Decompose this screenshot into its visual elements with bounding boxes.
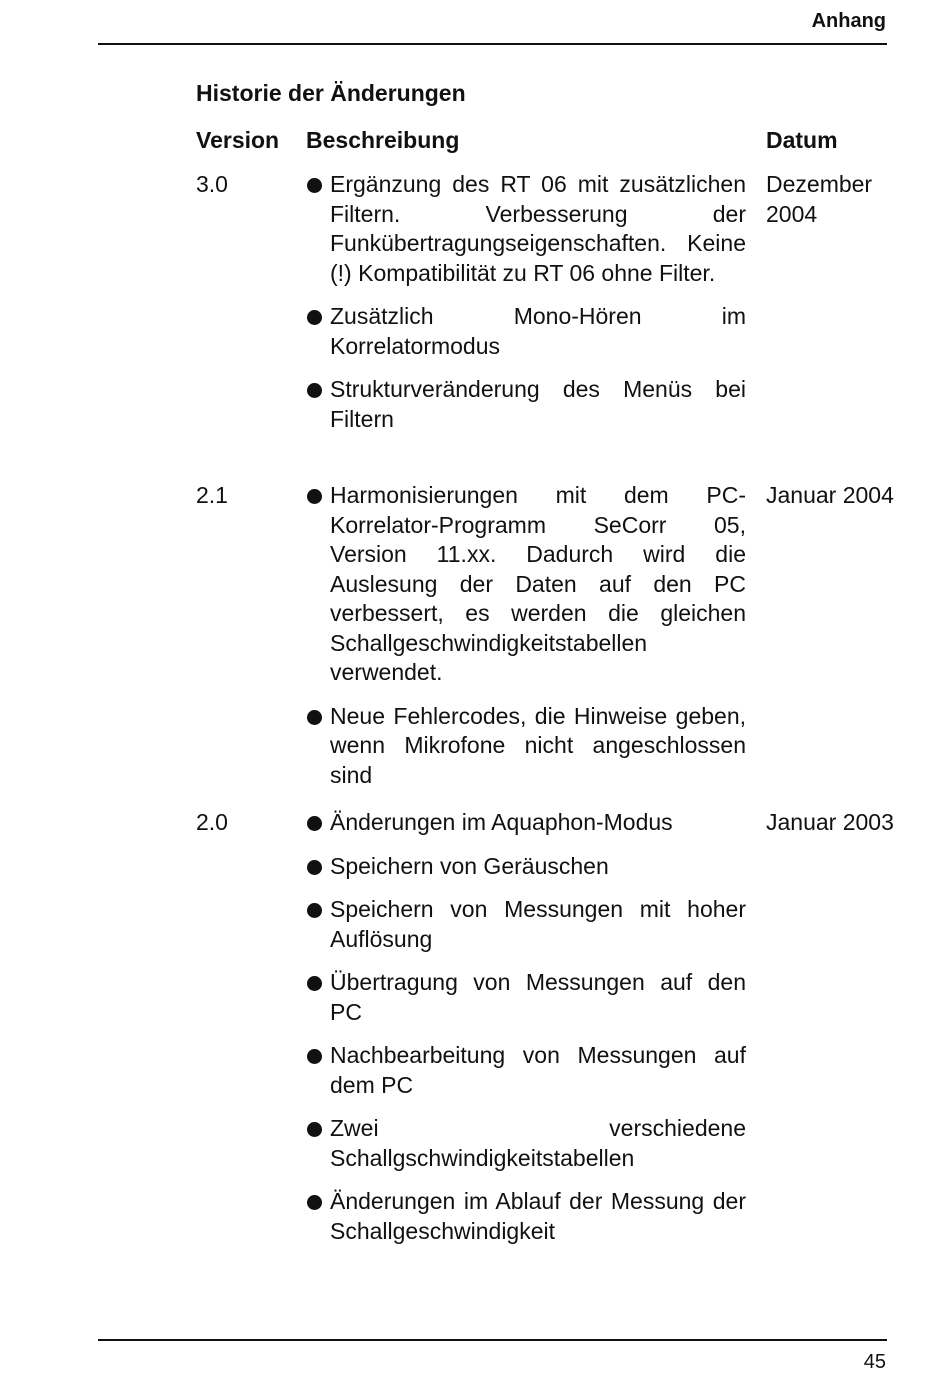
entry-date: Januar 2003 bbox=[766, 809, 894, 835]
bullet-icon bbox=[307, 1122, 322, 1137]
entry-description-list bbox=[306, 481, 746, 804]
list-item: Änderungen im Aquaphon-Modus bbox=[306, 808, 746, 838]
header-rule bbox=[98, 43, 887, 45]
list-item: Strukturveränderung des Menüs bei Filtern bbox=[306, 375, 746, 434]
list-item: Änderungen im Ablauf der Messung der Schallgeschwindigkeit bbox=[306, 1187, 746, 1246]
bullet-icon bbox=[307, 178, 322, 193]
entry-version: 2.1 bbox=[196, 482, 228, 508]
bullet-icon bbox=[307, 1049, 322, 1064]
bullet-icon bbox=[307, 710, 322, 725]
entry-date: Januar 2004 bbox=[766, 482, 894, 508]
bullet-icon bbox=[307, 383, 322, 398]
running-header: Anhang bbox=[811, 10, 886, 32]
entry-version: 3.0 bbox=[196, 171, 228, 197]
list-item: Ergänzung des RT 06 mit zusätzlichen Filtern. Verbesserung der Funkübertragungseigenschaften. Keine (!) Kompatibilität zu RT 06 ohne Filter. bbox=[306, 170, 746, 288]
bullet-icon bbox=[307, 976, 322, 991]
column-header-date: Datum bbox=[766, 127, 838, 153]
list-item: Speichern von Messungen mit hoher Auflösung bbox=[306, 895, 746, 954]
entry-description-list bbox=[306, 808, 746, 1260]
footer-rule bbox=[98, 1339, 887, 1341]
section-title: Historie der Änderungen bbox=[196, 80, 466, 106]
list-item: Nachbearbeitung von Messungen auf dem PC bbox=[306, 1041, 746, 1100]
bullet-icon bbox=[307, 310, 322, 325]
bullet-icon bbox=[307, 860, 322, 875]
list-item: Zwei verschiedene Schallgschwindigkeitstabellen bbox=[306, 1114, 746, 1173]
entry-date: Dezember 2004 bbox=[766, 171, 873, 227]
entry-description-list bbox=[306, 170, 746, 448]
column-header-description: Beschreibung bbox=[306, 127, 460, 153]
list-item: Zusätzlich Mono-Hören im Korrelatormodus bbox=[306, 302, 746, 361]
list-item: Übertragung von Messungen auf den PC bbox=[306, 968, 746, 1027]
bullet-icon bbox=[307, 903, 322, 918]
bullet-icon bbox=[307, 816, 322, 831]
list-item: Neue Fehlercodes, die Hinweise geben, wenn Mikrofone nicht angeschlossen sind bbox=[306, 702, 746, 791]
bullet-icon bbox=[307, 489, 322, 504]
page-number: 45 bbox=[863, 1351, 886, 1373]
column-header-version: Version bbox=[196, 127, 280, 153]
entry-version: 2.0 bbox=[196, 809, 228, 835]
list-item: Speichern von Geräuschen bbox=[306, 852, 746, 882]
list-item: Harmonisierungen mit dem PC-Korrelator-Programm SeCorr 05, Version 11.xx. Dadurch wird die Auslesung der Daten auf den PC verbessert, es werden die gleichen Schallgeschwindigkeitstabellen verwendet. bbox=[306, 481, 746, 688]
bullet-icon bbox=[307, 1195, 322, 1210]
